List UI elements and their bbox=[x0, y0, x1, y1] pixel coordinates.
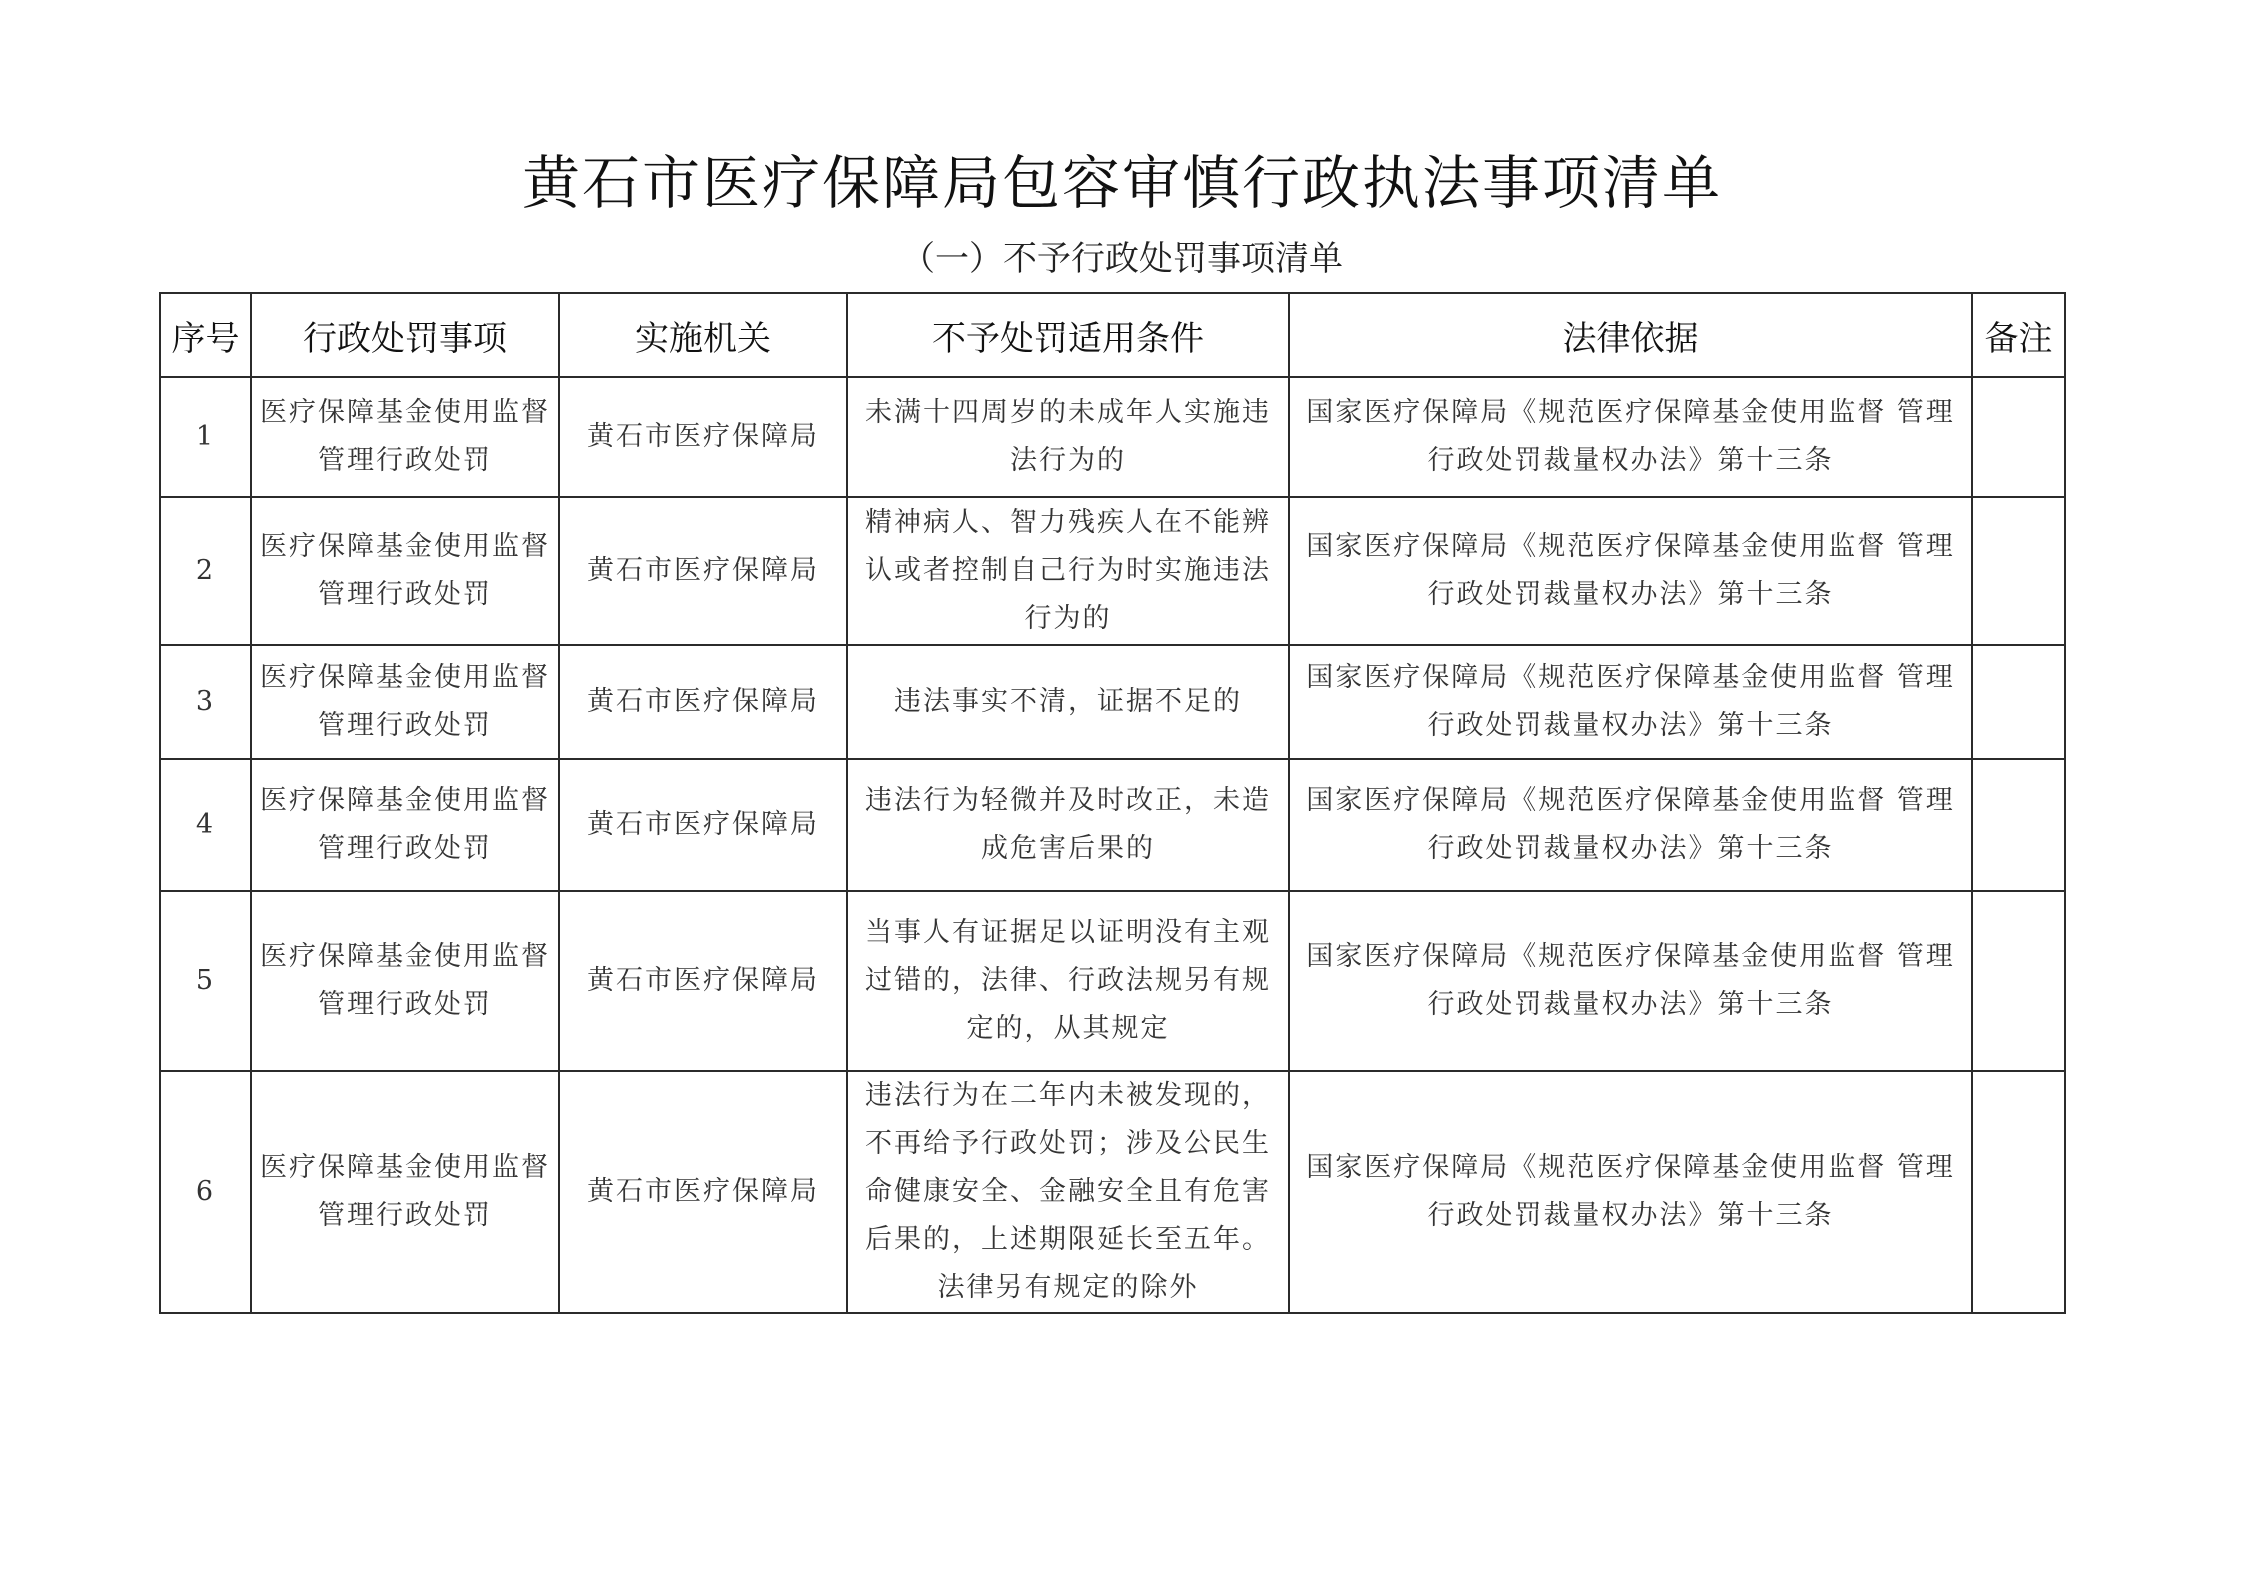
cell-item: 医疗保障基金使用监督管理行政处罚 bbox=[251, 759, 559, 891]
table-row bbox=[160, 891, 2065, 1071]
table-row bbox=[160, 497, 2065, 645]
header-item: 行政处罚事项 bbox=[251, 293, 559, 377]
cell-note bbox=[1972, 645, 2065, 759]
cell-basis: 国家医疗保障局《规范医疗保障基金使用监督 管理行政处罚裁量权办法》第十三条 bbox=[1289, 759, 1972, 891]
cell-basis: 国家医疗保障局《规范医疗保障基金使用监督 管理行政处罚裁量权办法》第十三条 bbox=[1289, 497, 1972, 645]
header-condition: 不予处罚适用条件 bbox=[847, 293, 1289, 377]
table-header-row bbox=[160, 293, 2065, 377]
cell-agency: 黄石市医疗保障局 bbox=[559, 891, 847, 1071]
cell-condition: 未满十四周岁的未成年人实施违法行为的 bbox=[847, 377, 1289, 497]
header-agency: 实施机关 bbox=[559, 293, 847, 377]
cell-condition: 违法行为轻微并及时改正，未造成危害后果的 bbox=[847, 759, 1289, 891]
cell-note bbox=[1972, 759, 2065, 891]
cell-note bbox=[1972, 891, 2065, 1071]
cell-item: 医疗保障基金使用监督管理行政处罚 bbox=[251, 377, 559, 497]
cell-basis: 国家医疗保障局《规范医疗保障基金使用监督 管理行政处罚裁量权办法》第十三条 bbox=[1289, 645, 1972, 759]
cell-agency: 黄石市医疗保障局 bbox=[559, 377, 847, 497]
cell-agency: 黄石市医疗保障局 bbox=[559, 645, 847, 759]
header-basis: 法律依据 bbox=[1289, 293, 1972, 377]
cell-note bbox=[1972, 1071, 2065, 1313]
header-note: 备注 bbox=[1972, 293, 2065, 377]
cell-no: 5 bbox=[160, 891, 251, 1071]
cell-basis: 国家医疗保障局《规范医疗保障基金使用监督 管理行政处罚裁量权办法》第十三条 bbox=[1289, 891, 1972, 1071]
cell-condition: 违法行为在二年内未被发现的，不再给予行政处罚；涉及公民生命健康安全、金融安全且有危害后果的，上述期限延长至五年。法律另有规定的除外 bbox=[847, 1071, 1289, 1313]
cell-condition: 精神病人、智力残疾人在不能辨认或者控制自己行为时实施违法行为的 bbox=[847, 497, 1289, 645]
cell-condition: 当事人有证据足以证明没有主观过错的，法律、行政法规另有规定的，从其规定 bbox=[847, 891, 1289, 1071]
cell-note bbox=[1972, 377, 2065, 497]
cell-note bbox=[1972, 497, 2065, 645]
cell-item: 医疗保障基金使用监督管理行政处罚 bbox=[251, 1071, 559, 1313]
table-row bbox=[160, 1071, 2065, 1313]
cell-basis: 国家医疗保障局《规范医疗保障基金使用监督 管理行政处罚裁量权办法》第十三条 bbox=[1289, 1071, 1972, 1313]
cell-item: 医疗保障基金使用监督管理行政处罚 bbox=[251, 891, 559, 1071]
header-no: 序号 bbox=[160, 293, 251, 377]
table-row bbox=[160, 377, 2065, 497]
cell-agency: 黄石市医疗保障局 bbox=[559, 497, 847, 645]
cell-agency: 黄石市医疗保障局 bbox=[559, 1071, 847, 1313]
cell-no: 4 bbox=[160, 759, 251, 891]
cell-basis: 国家医疗保障局《规范医疗保障基金使用监督 管理行政处罚裁量权办法》第十三条 bbox=[1289, 377, 1972, 497]
cell-item: 医疗保障基金使用监督管理行政处罚 bbox=[251, 645, 559, 759]
cell-no: 2 bbox=[160, 497, 251, 645]
page-title: 黄石市医疗保障局包容审慎行政执法事项清单 bbox=[521, 149, 1722, 217]
page-subtitle: （一）不予行政处罚事项清单 bbox=[901, 239, 1343, 279]
cell-condition: 违法事实不清，证据不足的 bbox=[847, 645, 1289, 759]
cell-no: 3 bbox=[160, 645, 251, 759]
table-row bbox=[160, 645, 2065, 759]
cell-no: 6 bbox=[160, 1071, 251, 1313]
cell-item: 医疗保障基金使用监督管理行政处罚 bbox=[251, 497, 559, 645]
cell-no: 1 bbox=[160, 377, 251, 497]
table-row bbox=[160, 759, 2065, 891]
items-table bbox=[159, 292, 2066, 1314]
cell-agency: 黄石市医疗保障局 bbox=[559, 759, 847, 891]
